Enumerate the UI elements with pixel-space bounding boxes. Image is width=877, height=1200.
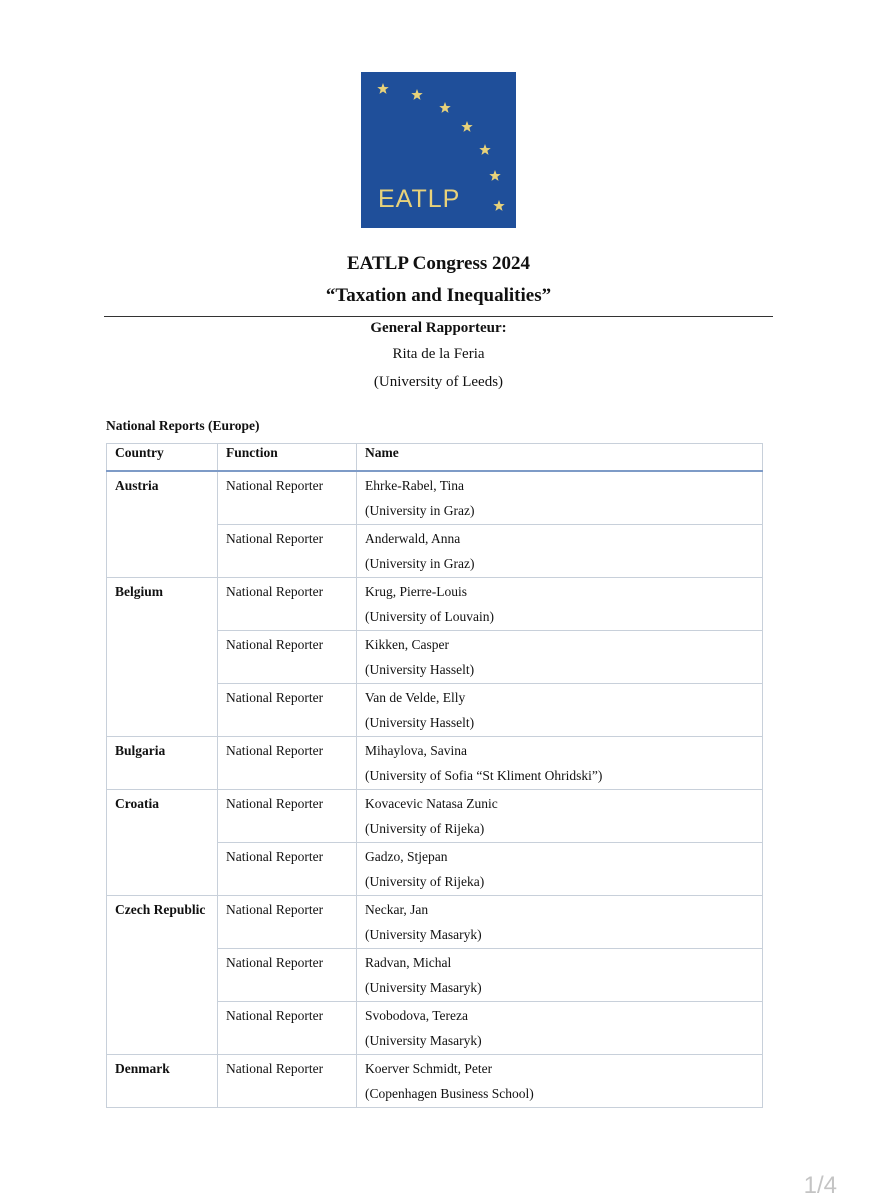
header-function: Function bbox=[218, 444, 357, 472]
name-cell bbox=[357, 631, 763, 684]
function-cell: National Reporter bbox=[218, 737, 357, 790]
name-cell bbox=[357, 525, 763, 578]
logo-star-icon bbox=[411, 89, 422, 100]
reporter-affiliation: (University of Rijeka) bbox=[365, 821, 485, 836]
reporter-name: Anderwald, Anna bbox=[365, 531, 461, 546]
country-cell: Belgium bbox=[107, 578, 218, 737]
name-cell bbox=[357, 471, 763, 525]
reporter-affiliation: (University in Graz) bbox=[365, 503, 475, 518]
country-cell: Croatia bbox=[107, 790, 218, 896]
document-subtitle: “Taxation and Inequalities” bbox=[325, 285, 552, 306]
table-row bbox=[107, 790, 763, 843]
reporter-affiliation: (University Hasselt) bbox=[365, 662, 475, 677]
logo-wordmark: EATLP bbox=[378, 185, 461, 213]
logo-star-icon bbox=[479, 144, 490, 155]
reporter-affiliation: (University Hasselt) bbox=[365, 715, 475, 730]
name-cell bbox=[357, 737, 763, 790]
function-cell: National Reporter bbox=[218, 471, 357, 525]
logo-star-icon bbox=[489, 170, 500, 181]
function-cell: National Reporter bbox=[218, 843, 357, 896]
logo-star-icon bbox=[461, 121, 472, 132]
header-country: Country bbox=[107, 444, 218, 472]
table-row bbox=[107, 737, 763, 790]
logo-star-icon bbox=[439, 102, 450, 113]
reporter-name: Mihaylova, Savina bbox=[365, 743, 467, 758]
name-cell bbox=[357, 1002, 763, 1055]
table-body bbox=[107, 471, 763, 1108]
reporter-name: Svobodova, Tereza bbox=[365, 1008, 469, 1023]
section-title: National Reports (Europe) bbox=[106, 418, 260, 433]
general-rapporteur-label: General Rapporteur: bbox=[370, 320, 507, 336]
function-cell: National Reporter bbox=[218, 525, 357, 578]
reporter-name: Ehrke-Rabel, Tina bbox=[365, 478, 464, 493]
reporter-affiliation: (University of Rijeka) bbox=[365, 874, 485, 889]
name-cell bbox=[357, 578, 763, 631]
function-cell: National Reporter bbox=[218, 631, 357, 684]
reporter-affiliation: (Copenhagen Business School) bbox=[365, 1086, 534, 1101]
reporter-affiliation: (University Masaryk) bbox=[365, 1033, 482, 1048]
page-indicator: 1/4 bbox=[803, 1172, 837, 1199]
country-cell: Austria bbox=[107, 471, 218, 578]
reporter-affiliation: (University of Sofia “St Kliment Ohridski”) bbox=[365, 768, 603, 783]
name-cell bbox=[357, 896, 763, 949]
function-cell: National Reporter bbox=[218, 790, 357, 843]
name-cell bbox=[357, 843, 763, 896]
name-cell bbox=[357, 949, 763, 1002]
reporter-affiliation: (University Masaryk) bbox=[365, 980, 482, 995]
reporter-name: Neckar, Jan bbox=[365, 902, 429, 917]
table-header-row bbox=[107, 444, 763, 472]
reporter-name: Krug, Pierre-Louis bbox=[365, 584, 467, 599]
function-cell: National Reporter bbox=[218, 1002, 357, 1055]
reporter-name: Kovacevic Natasa Zunic bbox=[365, 796, 498, 811]
national-reports-table bbox=[106, 443, 763, 1108]
reporter-affiliation: (University in Graz) bbox=[365, 556, 475, 571]
header-name: Name bbox=[357, 444, 763, 472]
general-rapporteur-affiliation: (University of Leeds) bbox=[373, 374, 504, 390]
country-cell: Denmark bbox=[107, 1055, 218, 1108]
reporter-name: Gadzo, Stjepan bbox=[365, 849, 448, 864]
table-row bbox=[107, 471, 763, 525]
logo-star-icon bbox=[493, 200, 504, 211]
function-cell: National Reporter bbox=[218, 1055, 357, 1108]
reporter-affiliation: (University of Louvain) bbox=[365, 609, 494, 624]
name-cell bbox=[357, 790, 763, 843]
function-cell: National Reporter bbox=[218, 684, 357, 737]
reporter-name: Van de Velde, Elly bbox=[365, 690, 466, 705]
reporter-name: Radvan, Michal bbox=[365, 955, 452, 970]
reporter-name: Kikken, Casper bbox=[365, 637, 449, 652]
eatlp-logo bbox=[361, 72, 516, 228]
title-divider bbox=[104, 316, 773, 317]
reporter-name: Koerver Schmidt, Peter bbox=[365, 1061, 493, 1076]
function-cell: National Reporter bbox=[218, 578, 357, 631]
name-cell bbox=[357, 684, 763, 737]
function-cell: National Reporter bbox=[218, 896, 357, 949]
reporter-affiliation: (University Masaryk) bbox=[365, 927, 482, 942]
document-title: EATLP Congress 2024 bbox=[347, 253, 530, 274]
general-rapporteur-name: Rita de la Feria bbox=[392, 346, 485, 362]
country-cell: Bulgaria bbox=[107, 737, 218, 790]
table-row bbox=[107, 578, 763, 631]
table-row bbox=[107, 896, 763, 949]
table-row bbox=[107, 1055, 763, 1108]
country-cell: Czech Republic bbox=[107, 896, 218, 1055]
logo-star-icon bbox=[377, 83, 388, 94]
name-cell bbox=[357, 1055, 763, 1108]
function-cell: National Reporter bbox=[218, 949, 357, 1002]
